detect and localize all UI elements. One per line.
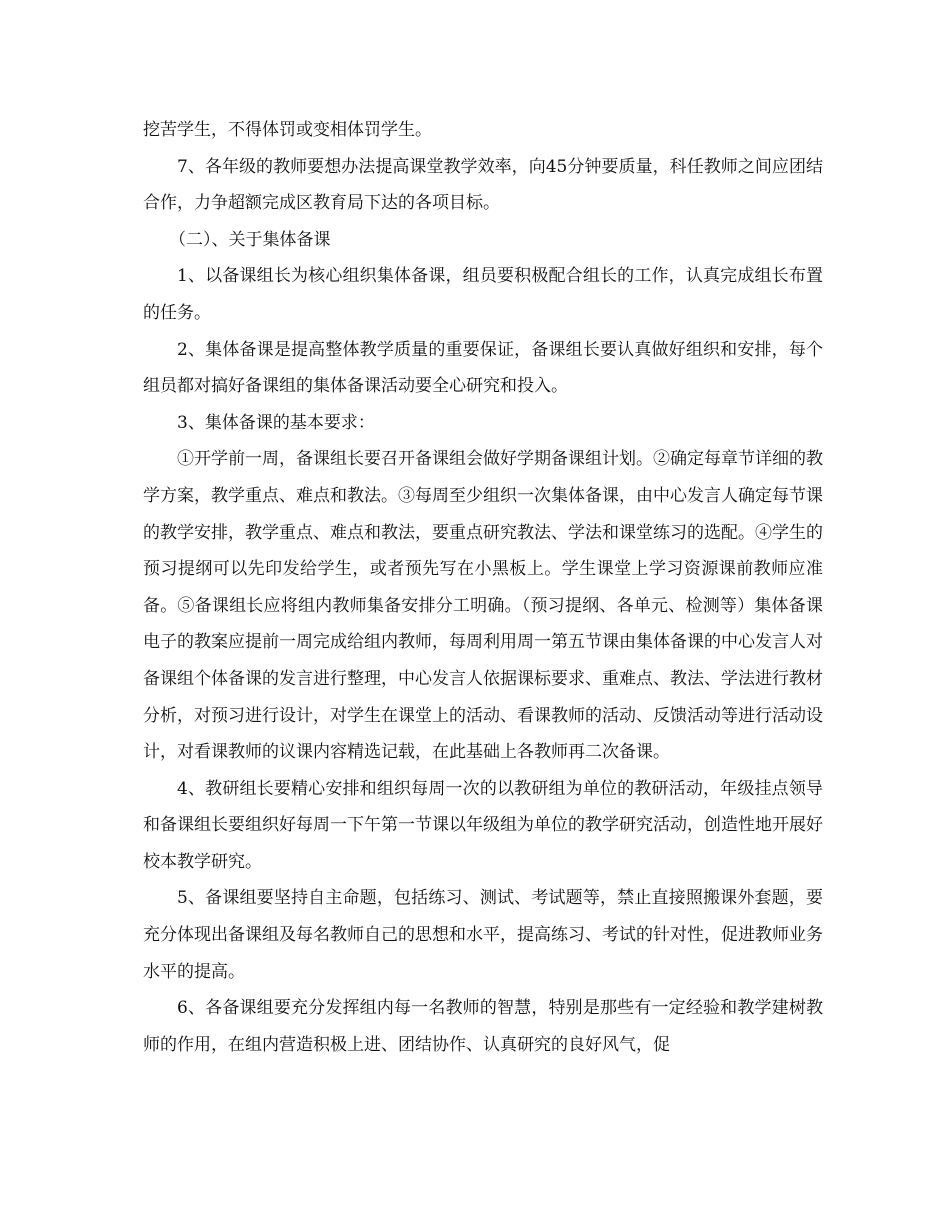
paragraph-6: ①开学前一周，备课组长要召开备课组会做好学期备课组计划。②确定每章节详细的教学方案，教学重点、难点和教法。③每周至少组织一次集体备课，由中心发言人确定每节课的教学安排，教学重点、难点和教法，要重点研究教法、学法和课堂练习的选配。④学生的预习提纲可以先印发给学生，或者预先写在小黑板上。学生课堂上学习资源课前教师应准备。⑤备课组长应将组内教师集备安排分工明确。（预习提纲、各单元、检测等）集体备课电子的教案应提前一周完成给组内教师，每周利用周一第五节课由集体备课的中心发言人对备课组个体备课的发言进行整理，中心发言人依据课标要求、重难点、教法、学法进行教材分析，对预习进行设计，对学生在课堂上的活动、看课教师的活动、反馈活动等进行活动设计，对看课教师的议课内容精选记载，在此基础上各教师再二次备课。 xyxy=(143,449,823,763)
paragraph-5: 3、集体备课的基本要求： xyxy=(177,412,375,433)
paragraph-8: 5、备课组要坚持自主命题，包括练习、测试、考试题等，禁止直接照搬课外套题，要充分体现出备课组及每名教师自己的思想和水平，提高练习、考试的针对性，促进教师业务水平的提高。 xyxy=(143,888,823,982)
paragraph-2: 7、各年级的教师要想办法提高课堂教学效率，向45分钟要质量，科任教师之间应团结合作，力争超额完成区教育局下达的各项目标。 xyxy=(143,156,823,214)
section-heading: （二）、关于集体备课 xyxy=(169,229,331,250)
paragraph-7: 4、教研组长要精心安排和组织每周一次的以教研组为单位的教研活动，年级挂点领导和备课组长要组织好每周一下午第一节课以年级组为单位的教学研究活动，创造性地开展好校本教学研究。 xyxy=(143,778,823,872)
document-body xyxy=(143,112,823,1063)
paragraph-9: 6、各备课组要充分发挥组内每一名教师的智慧，特别是那些有一定经验和教学建树教师的作用，在组内营造积极上进、团结协作、认真研究的良好风气，促 xyxy=(143,998,823,1055)
paragraph-4: 2、集体备课是提高整体教学质量的重要保证，备课组长要认真做好组织和安排，每个组员都对搞好备课组的集体备课活动要全心研究和投入。 xyxy=(143,339,823,397)
paragraph-3: 1、以备课组长为核心组织集体备课，组员要积极配合组长的工作，认真完成组长布置的任务。 xyxy=(143,266,823,323)
paragraph-1: 挖苦学生，不得体罚或变相体罚学生。 xyxy=(143,120,432,140)
